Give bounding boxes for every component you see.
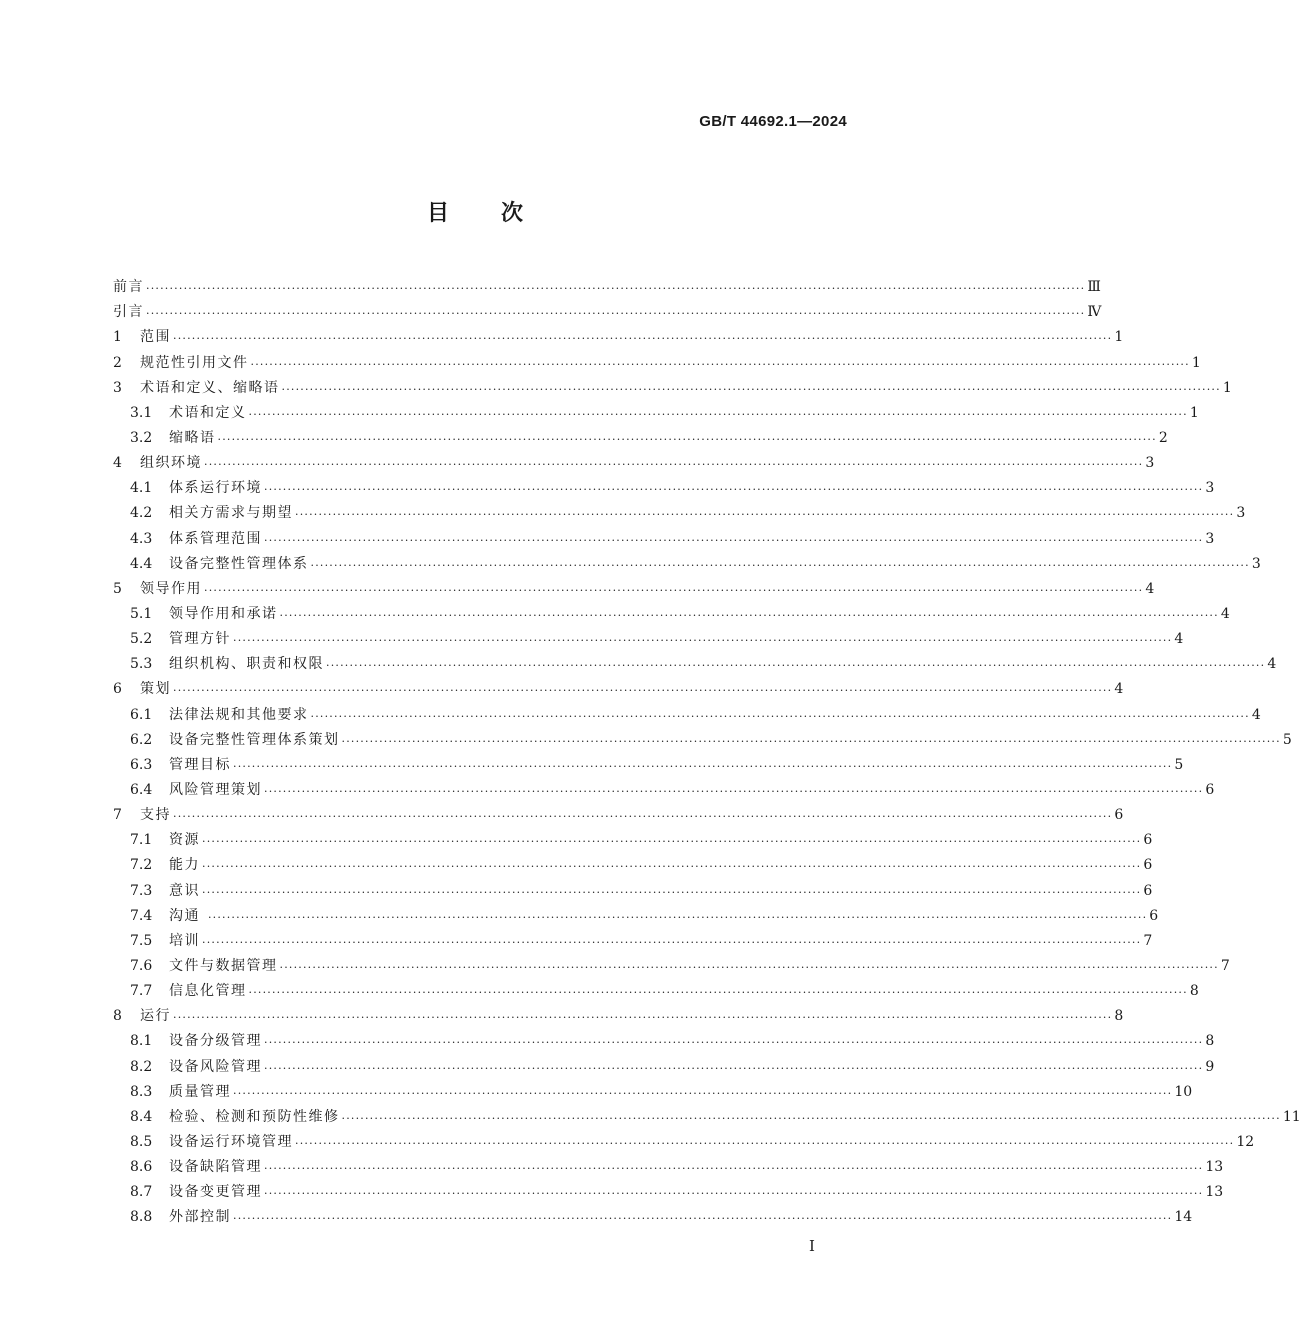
toc-entry[interactable] — [113, 522, 1215, 547]
toc-entry-number: 6 — [113, 681, 122, 698]
toc-entry[interactable] — [113, 397, 1199, 422]
toc-entry-number: 5.1 — [130, 605, 153, 622]
dot-leader: ········································································································································································································ — [326, 659, 1266, 673]
toc-entry-title: 质量管理 — [169, 1083, 231, 1100]
toc-entry-number: 7.2 — [130, 857, 153, 874]
dot-leader: ········································································································································································································ — [204, 583, 1144, 597]
dot-leader: ········································································································································································································ — [233, 634, 1173, 648]
toc-entry[interactable] — [113, 799, 1124, 824]
toc-entry-page: 8 — [1205, 1033, 1215, 1050]
toc-entry[interactable] — [113, 573, 1155, 598]
toc-entry-title: 体系运行环境 — [169, 480, 262, 497]
toc-entry-page: Ⅳ — [1087, 304, 1102, 321]
toc-entry-number: 7 — [113, 807, 122, 824]
toc-entry-title: 信息化管理 — [169, 983, 247, 1000]
toc-entry-number: 8.6 — [130, 1159, 153, 1176]
dot-leader: ········································································································································································································ — [341, 1111, 1281, 1125]
toc-entry-page: 8 — [1189, 983, 1199, 1000]
toc-entry-title: 缩略语 — [169, 429, 216, 446]
toc-entry-title: 管理目标 — [169, 756, 231, 773]
toc-entry[interactable] — [113, 1201, 1193, 1226]
dot-leader: ········································································································································································································ — [295, 1136, 1235, 1150]
toc-entry-page: 6 — [1143, 832, 1153, 849]
toc-entry[interactable] — [113, 346, 1201, 371]
dot-leader: ········································································································································································································ — [248, 986, 1188, 1000]
toc-entry-title: 领导作用和承诺 — [169, 605, 278, 622]
toc-entry-number: 6.3 — [130, 756, 153, 773]
toc-entry-number: 8.7 — [130, 1184, 153, 1201]
toc-entry-page: 12 — [1236, 1133, 1255, 1150]
toc-entry-page: 10 — [1174, 1083, 1193, 1100]
dot-leader: ········································································································································································································ — [173, 684, 1113, 698]
toc-entry-page: 3 — [1205, 530, 1215, 547]
toc-entry-number: 8.3 — [130, 1083, 153, 1100]
dot-leader: ········································································································································································································ — [310, 709, 1250, 723]
dot-leader: ········································································································································································································ — [202, 935, 1142, 949]
toc-entry-title: 风险管理策划 — [169, 781, 262, 798]
toc-entry-page: 3 — [1205, 480, 1215, 497]
toc-entry-number: 7.7 — [130, 983, 153, 1000]
toc-entry-page: 2 — [1158, 429, 1168, 446]
page-number: Ⅰ — [809, 1237, 815, 1255]
dot-leader: ········································································································································································································ — [207, 910, 1148, 924]
toc-entry[interactable] — [113, 497, 1246, 522]
dot-leader: ········································································································································································································ — [146, 282, 1086, 296]
toc-entry-number: 4.2 — [130, 505, 153, 522]
toc-entry[interactable] — [113, 950, 1230, 975]
toc-entry-page: 8 — [1114, 1008, 1124, 1025]
toc-entry-number: 7.1 — [130, 832, 153, 849]
toc-entry[interactable] — [113, 623, 1184, 648]
dot-leader: ········································································································································································································ — [202, 860, 1142, 874]
toc-entry[interactable] — [113, 1126, 1255, 1151]
toc-entry-title: 组织机构、职责和权限 — [169, 656, 324, 673]
dot-leader: ········································································································································································································ — [250, 357, 1190, 371]
toc-entry-page: 6 — [1114, 807, 1124, 824]
toc-entry-page: 4 — [1174, 631, 1184, 648]
dot-leader: ········································································································································································································ — [264, 1061, 1204, 1075]
dot-leader: ········································································································································································································ — [217, 432, 1157, 446]
toc-entry-title: 管理方针 — [169, 631, 231, 648]
toc-entry-number: 6.4 — [130, 781, 153, 798]
dot-leader: ········································································································································································································ — [233, 1086, 1173, 1100]
dot-leader: ········································································································································································································ — [264, 1187, 1204, 1201]
toc-entry-number: 8.5 — [130, 1133, 153, 1150]
toc-entry-title: 能力 — [169, 857, 200, 874]
toc-entry[interactable] — [113, 849, 1153, 874]
toc-entry[interactable] — [113, 598, 1230, 623]
toc-entry-title: 设备完整性管理体系 — [169, 555, 309, 572]
toc-entry-title: 范围 — [140, 329, 171, 346]
toc-heading: 目次 — [426, 201, 575, 226]
toc-entry-title: 组织环境 — [140, 455, 202, 472]
toc-entry[interactable] — [113, 548, 1261, 573]
toc-entry-page: 4 — [1251, 706, 1261, 723]
toc-entry-title: 检验、检测和预防性维修 — [169, 1108, 340, 1125]
toc-entry-page: 3 — [1145, 455, 1155, 472]
dot-leader: ········································································································································································································ — [341, 734, 1281, 748]
toc-entry-number: 4 — [113, 455, 122, 472]
toc-entry-page: 9 — [1205, 1058, 1215, 1075]
toc-entry-number: 4.3 — [130, 530, 153, 547]
toc-entry-title: 术语和定义、缩略语 — [140, 379, 280, 396]
toc-entry[interactable] — [113, 1025, 1215, 1050]
toc-entry-number: 6.2 — [130, 731, 153, 748]
toc-entry[interactable] — [113, 749, 1184, 774]
dot-leader: ········································································································································································································ — [233, 759, 1173, 773]
toc-entry-title: 沟通 — [169, 907, 206, 924]
toc-entry-title: 设备缺陷管理 — [169, 1159, 262, 1176]
toc-entry-number: 8.2 — [130, 1058, 153, 1075]
toc-entry[interactable] — [113, 271, 1101, 296]
toc-entry[interactable] — [113, 975, 1199, 1000]
toc-entry-title: 设备风险管理 — [169, 1058, 262, 1075]
toc-entry-number: 7.6 — [130, 957, 153, 974]
toc-entry-number: 7.4 — [130, 907, 153, 924]
dot-leader: ········································································································································································································ — [173, 810, 1113, 824]
dot-leader: ········································································································································································································ — [264, 533, 1204, 547]
toc-entry-title: 相关方需求与期望 — [169, 505, 293, 522]
dot-leader: ········································································································································································································ — [173, 332, 1113, 346]
dot-leader: ········································································································································································································ — [279, 608, 1219, 622]
toc-entry-page: 6 — [1143, 882, 1153, 899]
toc-entry-number: 3.1 — [130, 404, 153, 421]
dot-leader: ········································································································································································································ — [248, 407, 1188, 421]
toc-entry-number: 3 — [113, 379, 122, 396]
toc-entry-title: 规范性引用文件 — [140, 354, 249, 371]
toc-entry-title: 意识 — [169, 882, 200, 899]
toc-entry-number: 8.1 — [130, 1033, 153, 1050]
toc-entry-title: 文件与数据管理 — [169, 957, 278, 974]
dot-leader: ········································································································································································································ — [202, 885, 1142, 899]
toc-entry[interactable] — [113, 1050, 1215, 1075]
standard-code: GB/T 44692.1—2024 — [699, 113, 847, 130]
dot-leader: ········································································································································································································ — [264, 483, 1204, 497]
dot-leader: ········································································································································································································ — [295, 508, 1235, 522]
dot-leader: ········································································································································································································ — [310, 558, 1250, 572]
toc-entry-title: 资源 — [169, 832, 200, 849]
toc-entry[interactable] — [113, 900, 1159, 925]
dot-leader: ········································································································································································································ — [264, 784, 1204, 798]
toc-entry[interactable] — [113, 1101, 1301, 1126]
toc-entry[interactable] — [113, 1000, 1124, 1025]
toc-entry[interactable] — [113, 724, 1292, 749]
dot-leader: ········································································································································································································ — [204, 458, 1144, 472]
toc-entry-page: 4 — [1145, 580, 1155, 597]
toc-entry-title: 设备变更管理 — [169, 1184, 262, 1201]
toc-entry-number: 7.5 — [130, 932, 153, 949]
toc-entry-page: 5 — [1174, 756, 1184, 773]
dot-leader: ········································································································································································································ — [281, 382, 1221, 396]
toc-entry[interactable] — [113, 422, 1168, 447]
toc-entry[interactable] — [113, 698, 1261, 723]
table-of-contents — [113, 271, 1301, 1226]
toc-entry-page: 4 — [1114, 681, 1124, 698]
toc-entry-number: 3.2 — [130, 429, 153, 446]
toc-entry-number: 5.2 — [130, 631, 153, 648]
toc-entry[interactable] — [113, 925, 1153, 950]
toc-entry-number: 4.1 — [130, 480, 153, 497]
toc-entry-number: 5 — [113, 580, 122, 597]
toc-entry-number: 8.4 — [130, 1108, 153, 1125]
dot-leader: ········································································································································································································ — [173, 1011, 1113, 1025]
toc-entry-title: 引言 — [113, 304, 144, 321]
dot-leader: ········································································································································································································ — [146, 307, 1086, 321]
toc-entry-page: 11 — [1282, 1108, 1301, 1125]
toc-entry[interactable] — [113, 296, 1102, 321]
toc-entry[interactable] — [113, 447, 1155, 472]
toc-entry-title: 设备分级管理 — [169, 1033, 262, 1050]
toc-entry-page: 4 — [1267, 656, 1277, 673]
toc-entry-number: 8 — [113, 1008, 122, 1025]
toc-entry-title: 策划 — [140, 681, 171, 698]
toc-entry-number: 7.3 — [130, 882, 153, 899]
toc-entry[interactable] — [113, 774, 1215, 799]
toc-entry-page: 6 — [1143, 857, 1153, 874]
toc-entry-page: 13 — [1205, 1184, 1224, 1201]
toc-entry[interactable] — [113, 648, 1277, 673]
dot-leader: ········································································································································································································ — [233, 1212, 1173, 1226]
toc-entry[interactable] — [113, 824, 1153, 849]
toc-entry[interactable] — [113, 372, 1232, 397]
toc-entry-page: 7 — [1143, 932, 1153, 949]
toc-entry-page: 1 — [1189, 404, 1199, 421]
toc-entry-page: 14 — [1174, 1209, 1193, 1226]
toc-entry-page: 6 — [1205, 781, 1215, 798]
toc-entry-number: 5.3 — [130, 656, 153, 673]
toc-entry-page: 13 — [1205, 1159, 1224, 1176]
toc-entry-page: 7 — [1220, 957, 1230, 974]
toc-entry-title: 设备完整性管理体系策划 — [169, 731, 340, 748]
toc-entry-title: 支持 — [140, 807, 171, 824]
toc-entry-page: 1 — [1222, 379, 1232, 396]
toc-entry-page: 3 — [1251, 555, 1261, 572]
toc-entry[interactable] — [113, 1151, 1224, 1176]
toc-entry-title: 法律法规和其他要求 — [169, 706, 309, 723]
toc-entry-number: 6.1 — [130, 706, 153, 723]
toc-entry-number: 1 — [113, 329, 122, 346]
dot-leader: ········································································································································································································ — [279, 960, 1219, 974]
dot-leader: ········································································································································································································ — [264, 1162, 1204, 1176]
toc-entry-page: 1 — [1114, 329, 1124, 346]
toc-entry-page: 1 — [1191, 354, 1201, 371]
toc-entry-number: 8.8 — [130, 1209, 153, 1226]
toc-entry-title: 领导作用 — [140, 580, 202, 597]
toc-entry[interactable] — [113, 874, 1153, 899]
toc-entry-number: 4.4 — [130, 555, 153, 572]
toc-entry-title: 运行 — [140, 1008, 171, 1025]
toc-entry-page: Ⅲ — [1087, 279, 1101, 296]
toc-entry[interactable] — [113, 321, 1124, 346]
toc-entry-title: 培训 — [169, 932, 200, 949]
toc-entry-page: 6 — [1149, 907, 1159, 924]
toc-entry-title: 体系管理范围 — [169, 530, 262, 547]
toc-entry-page: 3 — [1236, 505, 1246, 522]
toc-entry-title: 设备运行环境管理 — [169, 1133, 293, 1150]
toc-entry-number: 2 — [113, 354, 122, 371]
toc-entry[interactable] — [113, 1176, 1224, 1201]
toc-entry[interactable] — [113, 472, 1215, 497]
toc-entry-title: 前言 — [113, 279, 144, 296]
dot-leader: ········································································································································································································ — [202, 835, 1142, 849]
toc-entry[interactable] — [113, 1076, 1193, 1101]
toc-entry-page: 4 — [1220, 605, 1230, 622]
toc-entry-page: 5 — [1282, 731, 1292, 748]
dot-leader: ········································································································································································································ — [264, 1036, 1204, 1050]
toc-entry[interactable] — [113, 673, 1124, 698]
toc-entry-title: 外部控制 — [169, 1209, 231, 1226]
toc-entry-title: 术语和定义 — [169, 404, 247, 421]
